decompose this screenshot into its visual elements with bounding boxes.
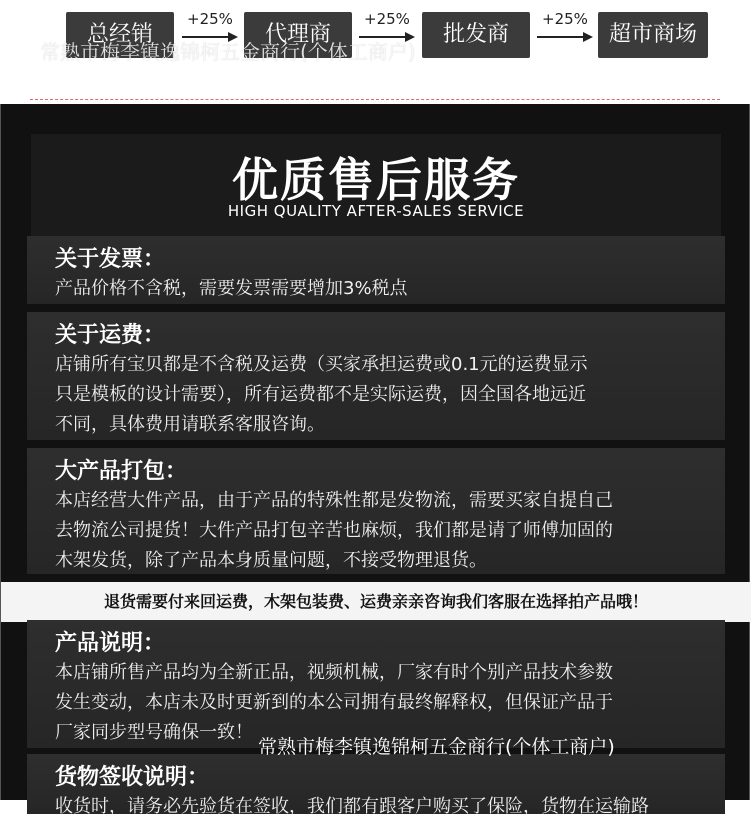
return-notice: 退货需要付来回运费，木架包装费、运费亲亲咨询我们客服在选择拍产品哦！ xyxy=(1,582,751,622)
chain-step-supermarket: 超市商场 xyxy=(598,12,708,58)
watermark-bottom: 常熟市梅李镇逸锦柯五金商行(个体工商户) xyxy=(258,736,615,758)
section-body: 收货时，请务必先验货在签收，我们都有跟客户购买了保险，货物在运输路 xyxy=(55,796,649,817)
divider xyxy=(30,99,720,100)
section-title: 产品说明： xyxy=(55,631,166,656)
chain-arrow xyxy=(535,8,595,48)
section-packaging xyxy=(27,448,725,574)
section-title: 货物签收说明： xyxy=(55,765,210,790)
markup-label: +25% xyxy=(542,10,588,28)
section-title: 关于运费： xyxy=(55,323,166,348)
service-title: 优质售后服务 xyxy=(232,153,520,207)
chain-step-wholesaler: 批发商 xyxy=(422,12,530,58)
section-receipt xyxy=(27,754,725,817)
markup-label: +25% xyxy=(187,10,233,28)
section-title: 关于发票： xyxy=(55,247,166,272)
right-arrow-icon xyxy=(535,30,595,44)
markup-label: +25% xyxy=(364,10,410,28)
chain-step-general-distributor: 总经销 xyxy=(66,12,174,58)
section-body: 产品价格不含税，需要发票需要增加3%税点 xyxy=(55,278,408,299)
section-body: 店铺所有宝贝都是不含税及运费（买家承担运费或0.1元的运费显示 只是模板的设计需要），所有运费都不是实际运费，因全国各地远近 不同，具体费用请联系客服咨询。 xyxy=(55,354,588,435)
section-shipping xyxy=(27,312,725,440)
watermark-top: 常熟市梅李镇逸锦柯五金商行(个体工商户) xyxy=(40,40,416,64)
section-title: 大产品打包： xyxy=(55,459,188,484)
after-sales-board xyxy=(0,104,750,817)
section-invoice xyxy=(27,236,725,304)
chain-step-agent: 代理商 xyxy=(244,12,352,58)
section-body: 本店铺所售产品均为全新正品，视频机械，厂家有时个别产品技术参数 发生变动，本店未及时更新到的本公司拥有最终解释权，但保证产品于 厂家同步型号确保一致！ xyxy=(55,662,613,743)
section-body: 本店经营大件产品，由于产品的特殊性都是发物流，需要买家自提自己 去物流公司提货！大件产品打包辛苦也麻烦，我们都是请了师傅加固的 木架发货，除了产品本身质量问题，不接受物理退货。 xyxy=(55,490,613,571)
price-chain xyxy=(0,0,750,100)
section-product-info xyxy=(27,620,725,748)
service-subtitle: HIGH QUALITY AFTER-SALES SERVICE xyxy=(227,202,525,220)
